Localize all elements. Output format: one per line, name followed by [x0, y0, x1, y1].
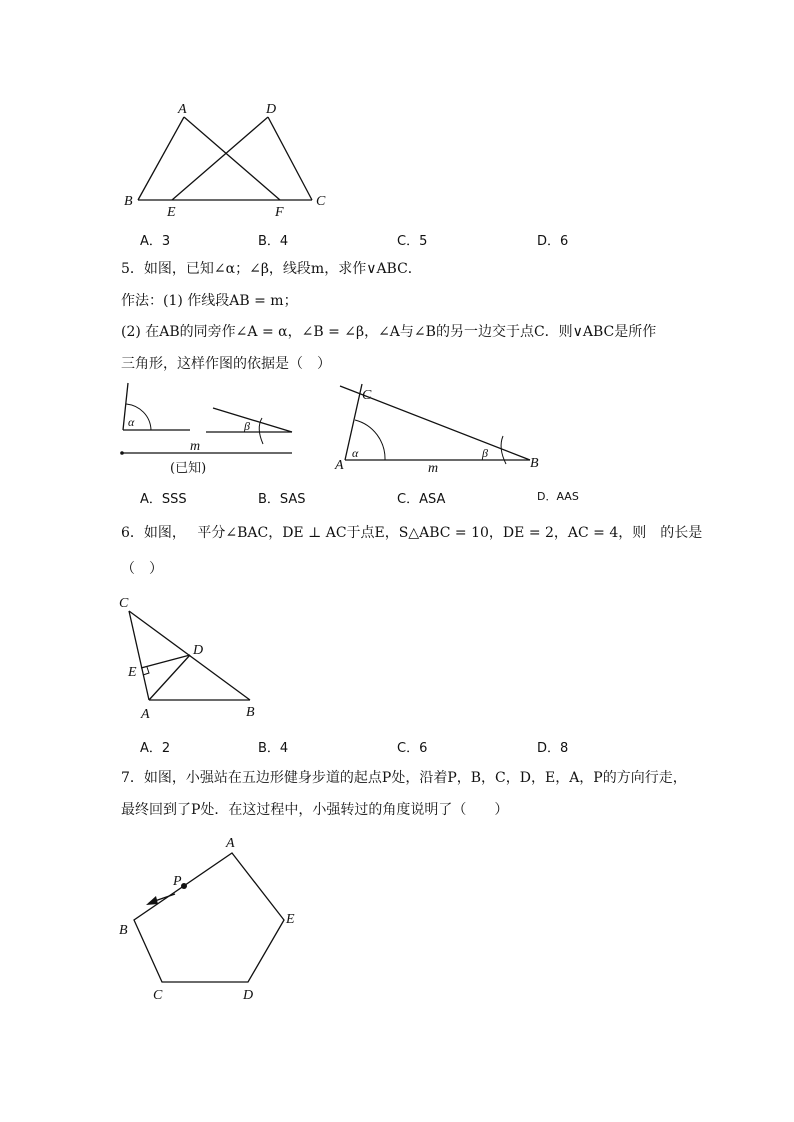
- m-label: m: [190, 439, 201, 454]
- label-b: B: [119, 923, 128, 938]
- label-b: B: [246, 705, 255, 720]
- triangle-beta-label: β: [482, 446, 488, 460]
- q4-option-a[interactable]: A．3: [140, 234, 171, 249]
- triangle-alpha-label: α: [352, 446, 359, 460]
- q7-line1: 7．如图，小强站在五边形健身步道的起点P处，沿着P，B，C，D，E，A，P的方向行走，: [121, 770, 687, 786]
- q7-line2: 最终回到了P处．在这过程中，小强转过的角度说明了（ ）: [121, 802, 509, 818]
- point-p: [181, 883, 187, 889]
- label-e: E: [167, 205, 176, 220]
- label-c: C: [153, 988, 163, 1003]
- q6-option-a[interactable]: A．2: [140, 741, 171, 756]
- q4-option-b[interactable]: B．4: [258, 234, 289, 249]
- q6-option-d[interactable]: D．8: [537, 741, 569, 756]
- q5-option-a[interactable]: A．SSS: [140, 492, 187, 507]
- label-c: C: [316, 194, 326, 209]
- q4-option-d[interactable]: D．6: [537, 234, 569, 249]
- label-e: E: [286, 912, 295, 927]
- q5-line1: 5．如图，已知∠α；∠β，线段m，求作∨ABC．: [121, 261, 422, 277]
- triangle-label-a: A: [335, 458, 344, 473]
- q5-option-c[interactable]: C．ASA: [397, 492, 446, 507]
- triangle-m-label: m: [428, 461, 439, 476]
- label-e: E: [128, 665, 137, 680]
- direction-arrow-head: [146, 896, 158, 905]
- triangle-label-c: C: [362, 388, 372, 403]
- label-d: D: [243, 988, 254, 1003]
- label-d: D: [266, 102, 277, 117]
- beta-label: β: [244, 419, 250, 433]
- q5-line2: 作法：(1) 作线段AB = m；: [121, 293, 298, 309]
- q5-line4: 三角形，这样作图的依据是（ ）: [121, 356, 331, 372]
- q5-given-caption: (已知): [170, 461, 207, 476]
- label-d: D: [193, 643, 204, 658]
- alpha-label: α: [128, 415, 135, 429]
- label-a: A: [141, 707, 150, 722]
- q6-line2: （ ）: [121, 561, 163, 577]
- q5-option-b[interactable]: B．SAS: [258, 492, 306, 507]
- q5-option-d[interactable]: D．AAS: [537, 490, 579, 503]
- label-c: C: [119, 596, 129, 611]
- label-a: A: [178, 102, 187, 117]
- label-p: P: [173, 874, 182, 889]
- q4-option-c[interactable]: C．5: [397, 234, 428, 249]
- label-a: A: [226, 836, 235, 851]
- q5-line3: (2) 在AB的同旁作∠A = α，∠B = ∠β，∠A与∠B的另一边交于点C．则∨ABC是所作: [121, 324, 657, 340]
- label-b: B: [124, 194, 133, 209]
- label-f: F: [275, 205, 284, 220]
- q6-option-c[interactable]: C．6: [397, 741, 428, 756]
- pentagon-path: [134, 853, 284, 982]
- triangle-label-b: B: [530, 456, 539, 471]
- q6-line1: 6．如图， 平分∠BAC，DE ⊥ AC于点E，S△ABC = 10，DE = 2，AC = 4，则 的长是: [121, 525, 703, 541]
- q6-option-b[interactable]: B．4: [258, 741, 289, 756]
